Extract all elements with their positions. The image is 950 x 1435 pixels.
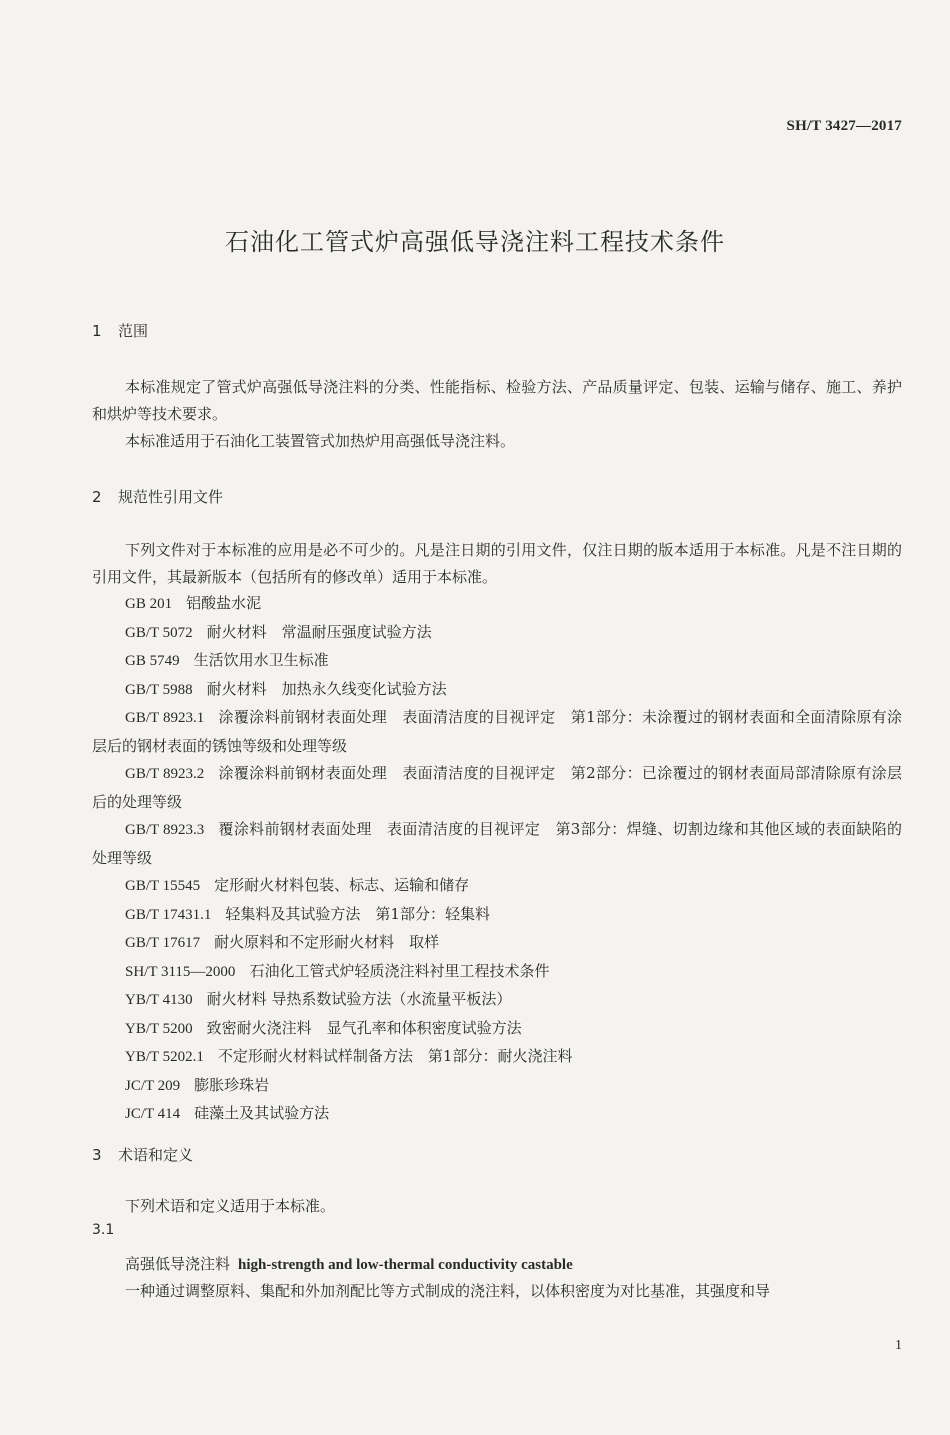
reference-item [92,901,902,930]
section-1-title: 范围 [118,322,149,340]
section-1-paragraph-2: 本标准适用于石油化工装置管式加热炉用高强低导浇注料。 [125,432,516,450]
reference-code: GB/T 5072 [125,624,193,641]
standard-id: SH/T 3427—2017 [786,118,902,134]
section-2-number: 2 [92,488,102,506]
reference-item [92,1072,902,1101]
reference-title: 不定形耐火材料试样制备方法 第1部分：耐火浇注料 [217,1047,573,1065]
reference-code: GB/T 17617 [125,935,201,951]
reference-title: 耐火原料和不定形耐火材料 取样 [214,933,440,951]
reference-title: 石油化工管式炉轻质浇注料衬里工程技术条件 [249,961,550,980]
section-3-heading [92,1144,193,1165]
reference-code: GB 201 [125,596,173,612]
reference-item [92,647,902,676]
reference-code: YB/T 5200 [125,1020,193,1037]
section-3-number: 3 [92,1146,102,1164]
section-3-intro: 下列术语和定义适用于本标准。 [125,1197,336,1215]
reference-title: 耐火材料 导热系数试验方法（水流量平板法） [206,990,512,1008]
reference-code: GB/T 15545 [125,878,201,894]
reference-title: 涂覆涂料前钢材表面处理 表面清洁度的目视评定 第2部分：已涂覆过的钢材表面局部清除原有涂层后的处理等级 [92,764,902,811]
reference-code: GB/T 17431.1 [125,906,212,923]
section-1-heading [92,320,148,341]
normative-reference-list [92,590,902,1129]
reference-title: 铝酸盐水泥 [186,594,262,612]
reference-item [92,929,902,958]
reference-item [92,816,902,872]
term-entry [125,1253,573,1274]
section-2-intro: 下列文件对于本标准的应用是必不可少的。凡是注日期的引用文件，仅注日期的版本适用于本标准。凡是不注日期的引用文件，其最新版本（包括所有的修改单）适用于本标准。 [92,541,902,586]
reference-title: 涂覆涂料前钢材表面处理 表面清洁度的目视评定 第1部分：未涂覆过的钢材表面和全面清除原有涂层后的钢材表面的锈蚀等级和处理等级 [92,708,902,755]
section-1-paragraph-1: 本标准规定了管式炉高强低导浇注料的分类、性能指标、检验方法、产品质量评定、包装、运输与储存、施工、养护和烘炉等技术要求。 [92,378,902,423]
section-3-title: 术语和定义 [118,1146,194,1164]
reference-code: YB/T 4130 [125,992,193,1008]
reference-code: GB 5749 [125,653,180,669]
reference-item [92,704,902,760]
section-1-number: 1 [92,322,102,340]
reference-code: JC/T 414 [125,1106,181,1122]
reference-item [92,958,902,987]
term-english: high-strength and low-thermal conductivity castable [238,1257,573,1273]
reference-item [92,986,902,1015]
reference-item [92,760,902,816]
reference-code: GB/T 5988 [125,681,193,698]
reference-item [92,1100,902,1129]
reference-item [92,1043,902,1072]
reference-title: 定形耐火材料包装、标志、运输和储存 [214,876,470,894]
reference-item [92,619,902,648]
document-title: 石油化工管式炉高强低导浇注料工程技术条件 [225,228,725,256]
reference-title: 生活饮用水卫生标准 [193,651,329,669]
reference-title: 硅藻土及其试验方法 [194,1104,330,1122]
reference-title: 覆涂料前钢材表面处理 表面清洁度的目视评定 第3部分：焊缝、切割边缘和其他区域的表面缺陷的处理等级 [92,820,902,867]
reference-title: 耐火材料 加热永久线变化试验方法 [206,679,447,698]
reference-title: 致密耐火浇注料 显气孔率和体积密度试验方法 [206,1018,522,1037]
section-2-heading [92,486,223,507]
reference-title: 膨胀珍珠岩 [194,1075,270,1094]
reference-code: YB/T 5202.1 [125,1049,204,1065]
clause-number: 3.1 [92,1222,115,1238]
page-number: 1 [895,1338,902,1353]
reference-title: 耐火材料 常温耐压强度试验方法 [206,622,432,641]
reference-item [92,872,902,901]
reference-item [92,590,902,619]
reference-title: 轻集料及其试验方法 第1部分：轻集料 [225,904,490,923]
term-definition: 一种通过调整原料、集配和外加剂配比等方式制成的浇注料，以体积密度为对比基准，其强度和导 [125,1282,771,1300]
reference-code: GB/T 8923.1 [125,710,205,726]
reference-item [92,676,902,705]
reference-code: GB/T 8923.3 [125,822,205,838]
section-2-title: 规范性引用文件 [118,488,224,506]
reference-code: JC/T 209 [125,1077,181,1094]
reference-item [92,1015,902,1044]
term-chinese: 高强低导浇注料 [125,1255,231,1273]
reference-code: GB/T 8923.2 [125,766,205,782]
reference-code: SH/T 3115—2000 [125,963,236,980]
